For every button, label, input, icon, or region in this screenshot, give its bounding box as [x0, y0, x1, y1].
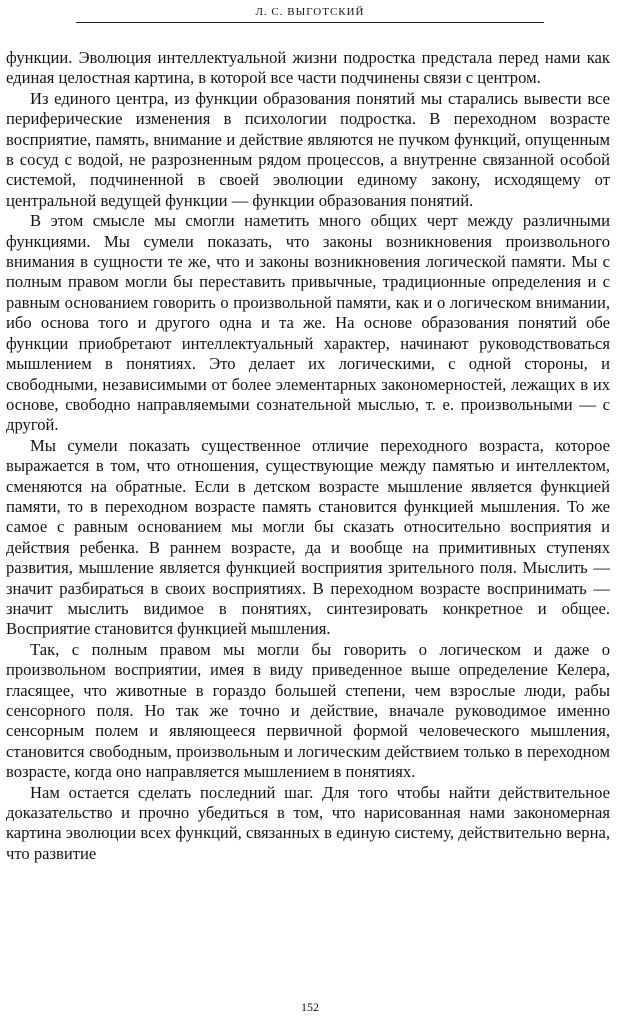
paragraph: В этом смысле мы смогли наметить много общих черт между различными функциями. Мы сумели показать, что законы возникновения произвольного внимания в сущности те же, что и законы возникновения логической памяти. Мы с полным правом могли бы переставить привычные, традиционные определения и с равным основанием говорить о произвольной памяти, как и о логическом внимании, ибо основа того и другого одна и та же. На основе образования понятий обе функции приобретают интеллектуальный характер, начинают руководствоваться мышлением в понятиях. Это делает их логическими, с одной стороны, и свободными, независимыми от более элементарных закономерностей, лежащих в их основе, свободно направляемыми сознательной мыслью, т. е. произвольными — с другой. — [6, 211, 610, 435]
page-number: 152 — [301, 1000, 319, 1014]
paragraph: Мы сумели показать существенное отличие переходного возраста, которое выражается в том, что отношения, существующие между памятью и интеллектом, сменяются на обратные. Если в детском возрасте мышление является функцией памяти, то в переходном возрасте память становится функцией мышления. То же самое с равным основанием мы могли бы сказать относительно восприятия и действия ребенка. В раннем возрасте, да и вообще на примитивных ступенях развития, мышление является функцией восприятия зрительного поля. Мыслить — значит разбираться в своих восприятиях. В переходном возрасте воспринимать — значит мыслить видимое в понятиях, синтезировать конкретное и общее. Восприятие становится функцией мышления. — [6, 435, 610, 639]
page-body — [6, 48, 610, 864]
paragraph: Из единого центра, из функции образования понятий мы старались вывести все периферические изменения в психологии подростка. В переходном возрасте восприятие, память, внимание и действие являются не пучком функций, опущенным в сосуд с водой, не разрозненным рядом процессов, а внутренне связанной особой системой, подчиненной в своей эволюции единому закону, исходящему от центральной ведущей функции — функции образования понятий. — [6, 88, 610, 210]
paragraph: Нам остается сделать последний шаг. Для того чтобы найти действительное доказательство и прочно убедиться в том, что нарисованная нами закономерная картина эволюции всех функций, связанных в единую систему, действительно верна, что развитие — [6, 782, 610, 863]
running-header: Л. С. ВЫГОТСКИЙ — [255, 6, 365, 18]
paragraph-continued: функции. Эволюция интеллектуальной жизни подростка предстала перед нами как единая целостная картина, в которой все части подчинены связи с центром. — [6, 48, 610, 88]
header-rule — [76, 22, 544, 23]
paragraph: Так, с полным правом мы могли бы говорить о логическом и даже о произвольном восприятии, имея в виду приведенное выше определение Келера, гласящее, что животные в гораздо большей степени, чем взрослые люди, рабы сенсорного поля. Но так же точно и действие, вначале руководимое именно сенсорным полем и являющееся первичной формой человеческого мышления, становится свободным, произвольным и логическим действием только в переходном возрасте, когда оно направляется мышлением в понятиях. — [6, 639, 610, 782]
